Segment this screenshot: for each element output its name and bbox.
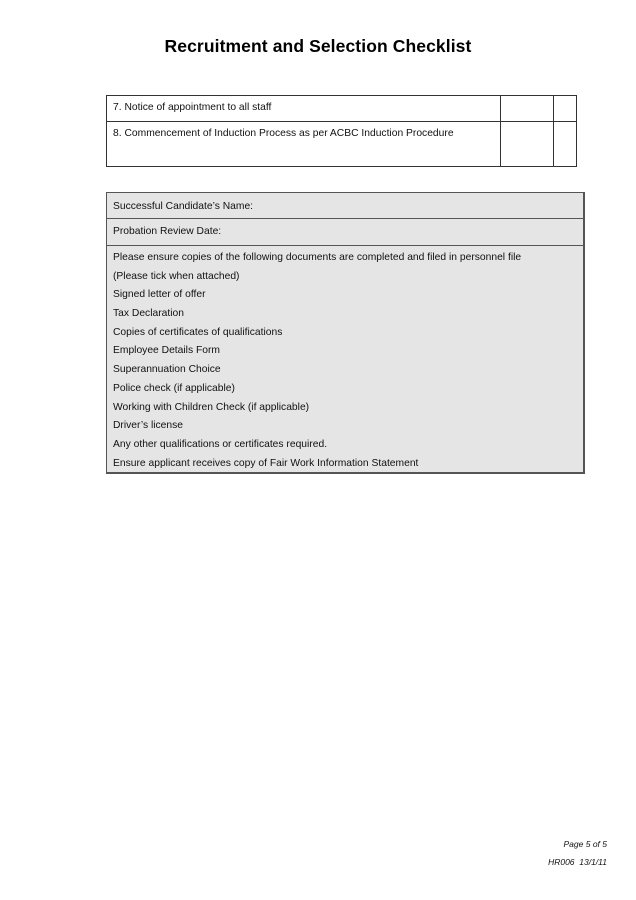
list-item: Employee Details Form: [113, 345, 221, 357]
check-cell-a[interactable]: [501, 96, 554, 122]
list-item: Superannuation Choice: [113, 364, 221, 376]
probation-date-field[interactable]: Probation Review Date:: [107, 219, 583, 246]
task-checklist-table: [106, 95, 577, 167]
candidate-name-field[interactable]: Successful Candidate’s Name:: [107, 193, 583, 219]
page-number: Page 5 of 5: [563, 839, 607, 849]
list-item: Signed letter of offer: [113, 289, 206, 301]
instructions-text: Please ensure copies of the following documents are completed and filed in personnel file: [113, 252, 522, 263]
list-item: Any other qualifications or certificates required.: [113, 438, 328, 450]
check-cell-a[interactable]: [501, 122, 554, 167]
candidate-details-box: [106, 192, 585, 474]
table-row: [107, 122, 577, 167]
list-item: Driver’s license: [113, 420, 184, 432]
tick-note: (Please tick when attached): [113, 270, 240, 282]
check-cell-b[interactable]: [554, 122, 577, 167]
list-item: Police check (if applicable): [113, 382, 235, 394]
list-item: Tax Declaration: [113, 308, 184, 320]
document-code: HR006 13/1/11: [548, 857, 607, 867]
list-item: Ensure applicant receives copy of Fair Work Information Statement: [113, 457, 419, 469]
document-checklist: [107, 246, 583, 473]
table-row: [107, 96, 577, 122]
task-label: 7. Notice of appointment to all staff: [107, 96, 501, 122]
check-cell-b[interactable]: [554, 96, 577, 122]
list-item: Copies of certificates of qualifications: [113, 326, 283, 338]
list-item: Working with Children Check (if applicable): [113, 401, 310, 413]
task-label: 8. Commencement of Induction Process as per ACBC Induction Procedure: [107, 122, 501, 167]
page-title: Recruitment and Selection Checklist: [164, 36, 472, 56]
